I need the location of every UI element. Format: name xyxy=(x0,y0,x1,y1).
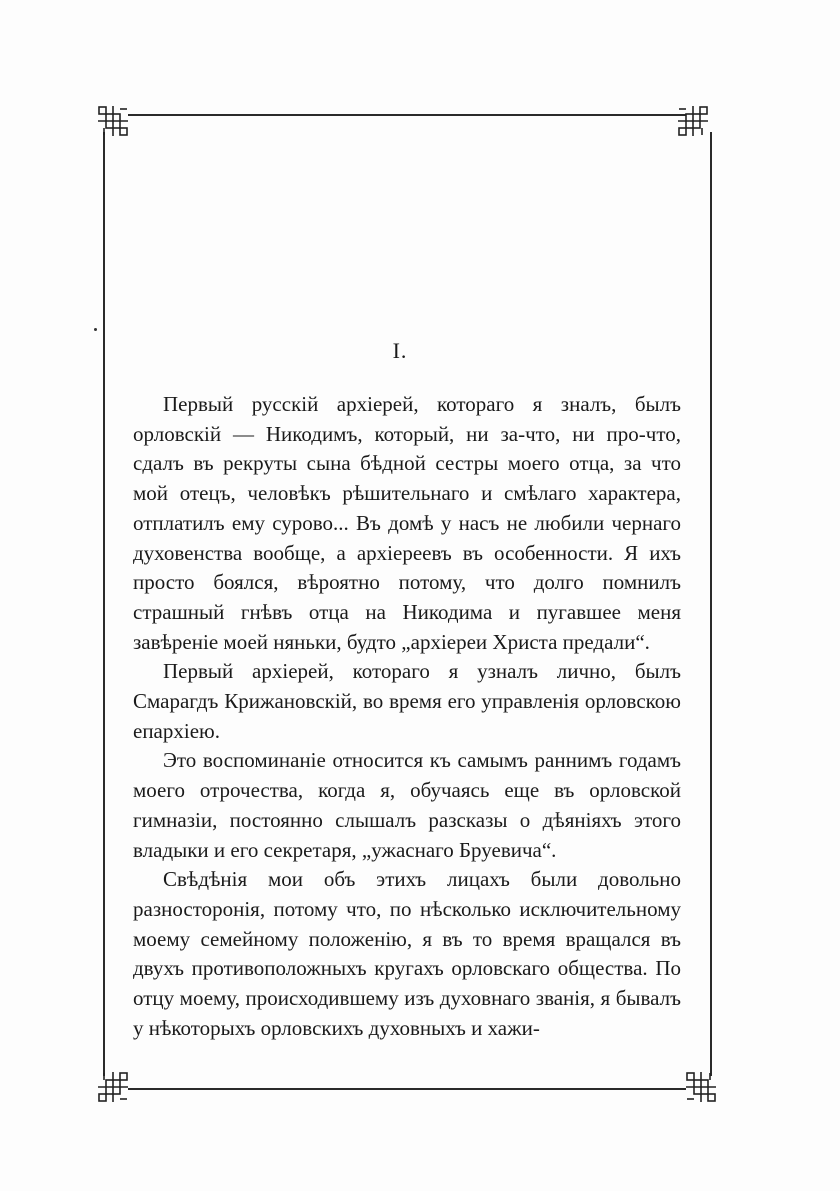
frame-top-rule xyxy=(128,114,686,116)
corner-ornament-icon xyxy=(96,104,130,138)
paragraph: Это воспоминаніе относится къ самымъ раннимъ годамъ моего отрочества, когда я, обучаясь еще въ орловской гимназіи, постоянно слышалъ разсказы о дѣяніяхъ этого владыки и его секретаря, „ужаснаго Бруевича“. xyxy=(133,748,681,862)
body-text xyxy=(133,390,681,1043)
paragraph: Первый русскій архіерей, котораго я зналъ, былъ орловскій — Никодимъ, который, ни за-что, ни про-что, сдалъ въ рекруты сына бѣдной сестры моего отца, за что мой отецъ, человѣкъ рѣшительнаго и смѣлаго характера, отплатилъ ему сурово... Въ домѣ у насъ не любили чернаго духовенства вообще, а архіереевъ въ особенности. Я ихъ просто боялся, вѣроятно потому, что долго помнилъ страшный гнѣвъ отца на Никодима и пугавшее меня завѣреніе моей няньки, будто „архіереи Христа предали“. xyxy=(133,392,681,654)
frame-bottom-rule xyxy=(128,1088,686,1090)
frame-right-rule xyxy=(710,132,712,1076)
corner-ornament-icon xyxy=(684,1070,718,1104)
corner-ornament-icon xyxy=(676,104,710,138)
chapter-number: I. xyxy=(392,338,408,363)
print-speck xyxy=(94,328,97,331)
paragraph: Свѣдѣнія мои объ этихъ лицахъ были довольно разносторонія, потому что, по нѣсколько исключительному моему семейному положенію, я въ то время вращался въ двухъ противоположныхъ кругахъ орловскаго общества. По отцу моему, происходившему изъ духовнаго званія, я бывалъ у нѣкоторыхъ орловскихъ духовныхъ и хажи- xyxy=(133,867,681,1040)
corner-ornament-icon xyxy=(96,1070,130,1104)
frame-left-rule xyxy=(103,132,105,1076)
paragraph: Первый архіерей, котораго я узналъ лично, былъ Смарагдъ Крижановскій, во время его управленія орловскою епархіею. xyxy=(133,659,681,743)
